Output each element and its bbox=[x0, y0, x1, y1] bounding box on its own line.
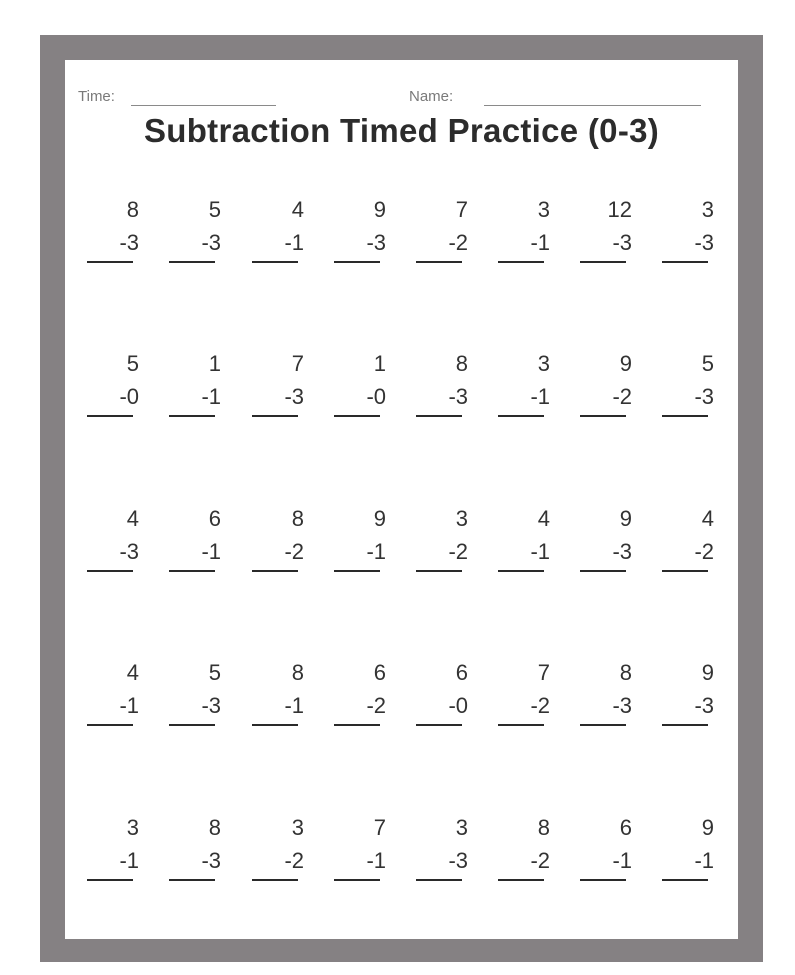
minuend: 8 bbox=[126, 197, 139, 222]
minuend: 4 bbox=[291, 197, 304, 222]
subtrahend: -0 bbox=[119, 384, 139, 409]
subtrahend: -2 bbox=[612, 384, 632, 409]
answer-line[interactable] bbox=[416, 879, 462, 881]
minuend: 5 bbox=[208, 660, 221, 685]
worksheet-frame bbox=[40, 35, 763, 962]
subtrahend: -3 bbox=[448, 848, 468, 873]
minuend: 9 bbox=[619, 351, 632, 376]
subtrahend: -1 bbox=[284, 230, 304, 255]
minuend: 7 bbox=[291, 351, 304, 376]
subtrahend: -3 bbox=[201, 693, 221, 718]
subtrahend: -2 bbox=[694, 539, 714, 564]
minuend: 4 bbox=[126, 660, 139, 685]
subtrahend: -3 bbox=[448, 384, 468, 409]
answer-line[interactable] bbox=[580, 261, 626, 263]
subtrahend: -3 bbox=[612, 539, 632, 564]
subtrahend: -2 bbox=[530, 848, 550, 873]
minuend: 6 bbox=[373, 660, 386, 685]
subtrahend: -3 bbox=[612, 230, 632, 255]
subtrahend: -2 bbox=[530, 693, 550, 718]
answer-line[interactable] bbox=[498, 415, 544, 417]
minuend: 5 bbox=[701, 351, 714, 376]
minuend: 8 bbox=[455, 351, 468, 376]
minuend: 6 bbox=[208, 506, 221, 531]
subtrahend: -2 bbox=[284, 539, 304, 564]
subtrahend: -0 bbox=[366, 384, 386, 409]
subtrahend: -1 bbox=[119, 693, 139, 718]
subtrahend: -1 bbox=[694, 848, 714, 873]
answer-line[interactable] bbox=[252, 415, 298, 417]
minuend: 3 bbox=[455, 815, 468, 840]
time-label: Time: bbox=[78, 88, 115, 105]
minuend: 9 bbox=[701, 660, 714, 685]
minuend: 8 bbox=[619, 660, 632, 685]
answer-line[interactable] bbox=[498, 261, 544, 263]
answer-line[interactable] bbox=[662, 570, 708, 572]
answer-line[interactable] bbox=[662, 724, 708, 726]
minuend: 4 bbox=[126, 506, 139, 531]
minuend: 4 bbox=[537, 506, 550, 531]
subtrahend: -3 bbox=[119, 230, 139, 255]
subtrahend: -1 bbox=[201, 539, 221, 564]
minuend: 5 bbox=[208, 197, 221, 222]
answer-line[interactable] bbox=[334, 261, 380, 263]
minuend: 1 bbox=[373, 351, 386, 376]
minuend: 5 bbox=[126, 351, 139, 376]
subtrahend: -3 bbox=[201, 230, 221, 255]
minuend: 9 bbox=[619, 506, 632, 531]
answer-line[interactable] bbox=[662, 415, 708, 417]
answer-line[interactable] bbox=[662, 879, 708, 881]
answer-line[interactable] bbox=[662, 261, 708, 263]
answer-line[interactable] bbox=[580, 724, 626, 726]
answer-line[interactable] bbox=[498, 570, 544, 572]
answer-line[interactable] bbox=[87, 415, 133, 417]
answer-line[interactable] bbox=[580, 570, 626, 572]
minuend: 6 bbox=[455, 660, 468, 685]
minuend: 8 bbox=[291, 660, 304, 685]
subtrahend: -2 bbox=[366, 693, 386, 718]
subtrahend: -3 bbox=[694, 384, 714, 409]
minuend: 8 bbox=[208, 815, 221, 840]
minuend: 9 bbox=[701, 815, 714, 840]
subtrahend: -1 bbox=[284, 693, 304, 718]
worksheet-title: Subtraction Timed Practice (0-3) bbox=[143, 112, 660, 149]
minuend: 3 bbox=[537, 351, 550, 376]
problem-grid bbox=[65, 60, 738, 939]
answer-line[interactable] bbox=[334, 724, 380, 726]
answer-line[interactable] bbox=[169, 879, 215, 881]
subtrahend: -1 bbox=[530, 230, 550, 255]
answer-line[interactable] bbox=[498, 724, 544, 726]
answer-line[interactable] bbox=[334, 879, 380, 881]
subtrahend: -1 bbox=[530, 539, 550, 564]
minuend: 3 bbox=[126, 815, 139, 840]
answer-line[interactable] bbox=[252, 261, 298, 263]
subtrahend: -3 bbox=[694, 693, 714, 718]
minuend: 3 bbox=[455, 506, 468, 531]
subtrahend: -3 bbox=[694, 230, 714, 255]
answer-line[interactable] bbox=[252, 879, 298, 881]
answer-line[interactable] bbox=[87, 261, 133, 263]
subtrahend: -2 bbox=[448, 539, 468, 564]
subtrahend: -2 bbox=[284, 848, 304, 873]
minuend: 7 bbox=[537, 660, 550, 685]
subtrahend: -3 bbox=[201, 848, 221, 873]
answer-line[interactable] bbox=[580, 879, 626, 881]
subtrahend: -1 bbox=[201, 384, 221, 409]
subtrahend: -1 bbox=[119, 848, 139, 873]
minuend: 4 bbox=[701, 506, 714, 531]
minuend: 7 bbox=[455, 197, 468, 222]
subtrahend: -1 bbox=[366, 848, 386, 873]
subtrahend: -1 bbox=[530, 384, 550, 409]
minuend: 7 bbox=[373, 815, 386, 840]
minuend: 3 bbox=[537, 197, 550, 222]
answer-line[interactable] bbox=[416, 724, 462, 726]
answer-line[interactable] bbox=[252, 570, 298, 572]
answer-line[interactable] bbox=[580, 415, 626, 417]
answer-line[interactable] bbox=[416, 415, 462, 417]
minuend: 6 bbox=[619, 815, 632, 840]
subtrahend: -2 bbox=[448, 230, 468, 255]
minuend: 9 bbox=[373, 197, 386, 222]
minuend: 1 bbox=[208, 351, 221, 376]
minuend: 8 bbox=[291, 506, 304, 531]
answer-line[interactable] bbox=[169, 415, 215, 417]
answer-line[interactable] bbox=[169, 724, 215, 726]
answer-line[interactable] bbox=[87, 879, 133, 881]
name-label: Name: bbox=[409, 88, 454, 105]
subtrahend: -1 bbox=[612, 848, 632, 873]
subtrahend: -3 bbox=[284, 384, 304, 409]
answer-line[interactable] bbox=[169, 570, 215, 572]
subtrahend: -1 bbox=[366, 539, 386, 564]
minuend: 3 bbox=[291, 815, 304, 840]
minuend: 3 bbox=[701, 197, 714, 222]
answer-line[interactable] bbox=[498, 879, 544, 881]
subtrahend: -3 bbox=[366, 230, 386, 255]
subtrahend: -3 bbox=[612, 693, 632, 718]
answer-line[interactable] bbox=[416, 261, 462, 263]
subtrahend: -0 bbox=[448, 693, 468, 718]
minuend: 12 bbox=[607, 197, 632, 222]
answer-line[interactable] bbox=[334, 415, 380, 417]
answer-line[interactable] bbox=[252, 724, 298, 726]
minuend: 8 bbox=[537, 815, 550, 840]
answer-line[interactable] bbox=[169, 261, 215, 263]
minuend: 9 bbox=[373, 506, 386, 531]
subtrahend: -3 bbox=[119, 539, 139, 564]
answer-line[interactable] bbox=[87, 570, 133, 572]
worksheet-page bbox=[65, 60, 738, 939]
answer-line[interactable] bbox=[334, 570, 380, 572]
answer-line[interactable] bbox=[87, 724, 133, 726]
answer-line[interactable] bbox=[416, 570, 462, 572]
